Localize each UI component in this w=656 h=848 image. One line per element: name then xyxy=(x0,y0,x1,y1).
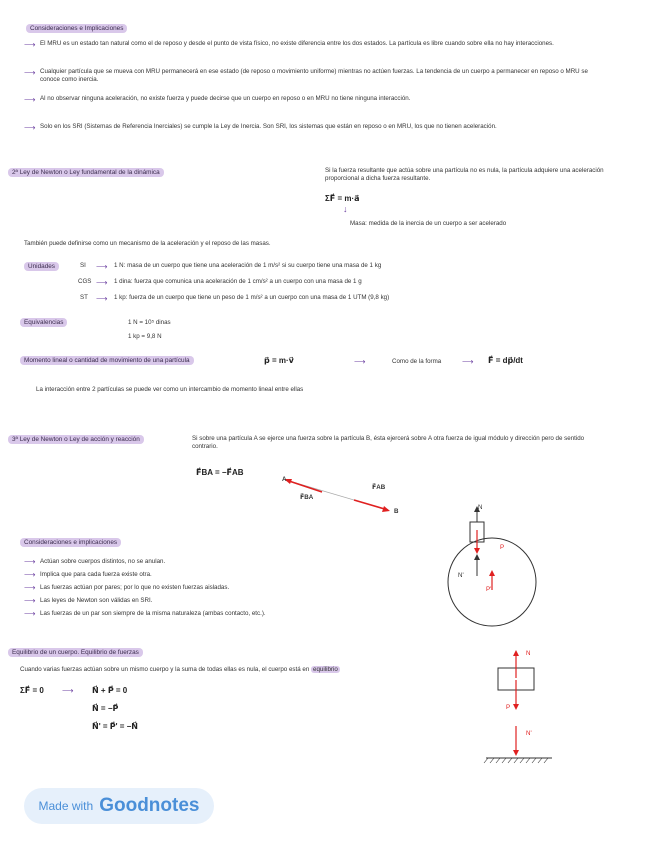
arrow-icon: ⟶ xyxy=(24,609,36,618)
s2-note: Masa: medida de la inercia de un cuerpo a ser acelerado xyxy=(350,220,507,227)
s4-eq4: N⃗' = P⃗' = −N⃗ xyxy=(92,722,138,731)
goodnotes-badge[interactable] xyxy=(24,788,214,824)
unit-sys-st: ST xyxy=(80,294,88,301)
unit-sys-cgs: CGS xyxy=(78,278,92,285)
unit-si: 1 N: masa de un cuerpo que tiene una aceleración de 1 m/s² si su cuerpo tiene una masa de 1 kg xyxy=(114,262,382,269)
eq-n2-label: N' xyxy=(526,730,532,737)
n-label: N xyxy=(478,504,483,511)
arrow-icon: ⟶ xyxy=(62,686,74,695)
s4-eq1: ΣF⃗ = 0 xyxy=(20,686,44,695)
cons-heading: Consideraciones e implicaciones xyxy=(20,538,121,547)
s2-desc: Si la fuerza resultante que actúa sobre una partícula no es nula, la partícula adquiere una aceleración proporcional a dicha fuerza resultante. xyxy=(325,167,604,182)
n2-label: N' xyxy=(458,572,464,579)
cons-4: Las leyes de Newton son válidas en SRI. xyxy=(40,597,153,604)
arrow-icon: ⟶ xyxy=(24,123,36,132)
arrow-icon: ⟶ xyxy=(24,40,36,49)
interaction-note: La interacción entre 2 partículas se puede ver como un intercambio de momento lineal entre ellas xyxy=(36,386,304,393)
s1-item-2: Cualquier partícula que se mueva con MRU permanecerá en ese estado (de reposo o movimiento uniforme) mientras no actúen fuerzas. La tendencia de un cuerpo a permanecer en reposo o MRU se conoce como inercia. xyxy=(40,68,588,83)
arrow-icon: ⟶ xyxy=(96,278,108,287)
arrow-icon: ⟶ xyxy=(24,95,36,104)
unit-st: 1 kp: fuerza de un cuerpo que tiene un peso de 1 m/s² a un cuerpo con una masa de 1 UTM (9,8 kg) xyxy=(114,294,390,301)
cons-1: Actúan sobre cuerpos distintos, no se anulan. xyxy=(40,558,166,565)
equiv-label: Equivalencias xyxy=(20,318,67,327)
s1-item-3: Al no observar ninguna aceleración, no existe fuerza y puede decirse que un cuerpo en reposo o en MRU no tiene ninguna interacción. xyxy=(40,95,411,102)
eq-n-label: N xyxy=(526,650,531,657)
s4-eq2: N⃗ + P⃗ = 0 xyxy=(92,686,128,695)
label-b: B xyxy=(394,508,399,515)
label-fab: F⃗AB xyxy=(372,484,386,491)
momentum-eq2: F⃗ = dp⃗/dt xyxy=(488,356,523,365)
equiv-2: 1 kp = 9,8 N xyxy=(128,333,162,340)
eq-p-label: P xyxy=(506,704,511,711)
equilibrium-diagram xyxy=(480,640,560,770)
unit-cgs: 1 dina: fuerza que comunica una aceleración de 1 cm/s² a un cuerpo con una masa de 1 g xyxy=(114,278,362,285)
arrow-icon: ⟶ xyxy=(462,357,474,366)
down-arrow-icon: ↓ xyxy=(343,204,348,214)
momentum-label: Momento lineal o cantidad de movimiento de una partícula xyxy=(20,356,194,365)
arrow-icon: ⟶ xyxy=(354,357,366,366)
p-label: P xyxy=(500,544,505,551)
brand-name: Goodnotes xyxy=(99,795,200,816)
cons-3: Las fuerzas actúan por pares; por lo que no existen fuerzas aisladas. xyxy=(40,584,230,591)
momentum-eq: p⃗ = m·v⃗ xyxy=(264,356,294,365)
s2-intro: También puede definirse como un mecanismo de la aceleración y el reposo de las masas. xyxy=(24,240,271,247)
cons-2: Implica que para cada fuerza existe otra. xyxy=(40,571,152,578)
arrow-icon: ⟶ xyxy=(24,557,36,566)
section2-heading: 2ª Ley de Newton o Ley fundamental de la dinámica xyxy=(8,168,164,177)
equiv-1: 1 N = 10⁵ dinas xyxy=(128,319,171,326)
arrow-icon: ⟶ xyxy=(24,68,36,77)
s1-item-4: Solo en los SRI (Sistemas de Referencia Inerciales) se cumple la Ley de Inercia. Son SRI, los sistemas que están en reposo o en MRU, los que no tienen aceleración. xyxy=(40,123,497,130)
units-label: Unidades xyxy=(24,262,59,271)
arrow-icon: ⟶ xyxy=(96,294,108,303)
arrow-icon: ⟶ xyxy=(24,570,36,579)
section3-heading: 3ª Ley de Newton o Ley de acción y reacción xyxy=(8,435,144,444)
p2-label: P' xyxy=(486,586,492,593)
unit-sys-si: SI xyxy=(80,262,86,269)
cons-5: Las fuerzas de un par son siempre de la misma naturaleza (ambas contacto, etc.). xyxy=(40,610,266,617)
s3-desc: Si sobre una partícula A se ejerce una fuerza sobre la partícula B, ésta ejercerá sobre A otra fuerza de igual módulo y dirección pero de sentido contrario. xyxy=(192,435,585,450)
s1-item-1: El MRU es un estado tan natural como el de reposo y desde el punto de vista físico, no existe diferencia entre los dos estados. La partícula es libre cuando sobre ella no hay interacciones. xyxy=(40,40,554,47)
label-a: A xyxy=(282,476,287,483)
section1-heading: Consideraciones e Implicaciones xyxy=(26,24,127,33)
momentum-note: Como de la forma xyxy=(392,358,442,365)
action-reaction-diagram xyxy=(270,470,410,520)
s4-desc: Cuando varias fuerzas actúan sobre un mismo cuerpo y la suma de todas ellas es nula, el cuerpo está en equilibrio xyxy=(20,666,338,673)
arrow-icon: ⟶ xyxy=(24,596,36,605)
earth-body-diagram xyxy=(440,500,550,630)
label-fba: F⃗BA xyxy=(300,494,314,501)
s2-eq1: ΣF⃗ = m·a⃗ xyxy=(325,194,360,203)
s4-eq3: N⃗ = −P⃗ xyxy=(92,704,119,713)
section4-heading: Equilibrio de un cuerpo. Equilibrio de fuerzas xyxy=(8,648,143,657)
s3-eq: F⃗BA = −F⃗AB xyxy=(196,468,244,477)
brand-prefix: Made with xyxy=(38,799,94,813)
arrow-icon: ⟶ xyxy=(24,583,36,592)
arrow-icon: ⟶ xyxy=(96,262,108,271)
